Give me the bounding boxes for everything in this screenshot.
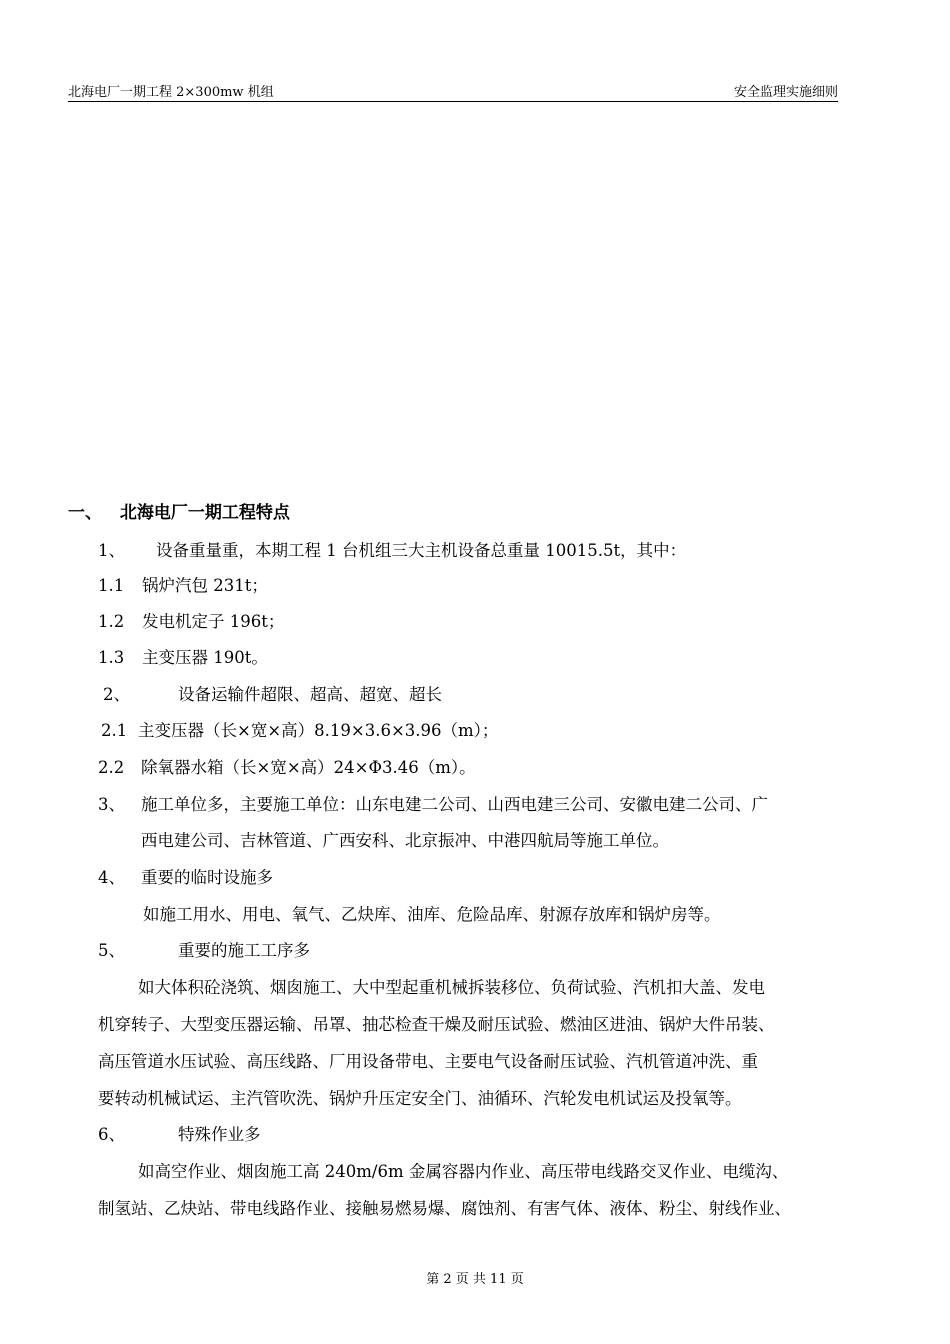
item-number: 2、 bbox=[103, 685, 130, 704]
page-footer: 第 2 页 共 11 页 bbox=[426, 1272, 524, 1287]
list-item-1-2 bbox=[98, 608, 284, 632]
item-number: 1、 bbox=[98, 541, 125, 560]
list-item-6 bbox=[98, 1121, 261, 1145]
list-item-1 bbox=[98, 537, 686, 561]
item-number: 2.2 bbox=[98, 758, 125, 777]
item-text: 设备运输件超限、超高、超宽、超长 bbox=[178, 685, 442, 704]
item-text: 施工单位多，主要施工单位：山东电建二公司、山西电建三公司、安徽电建二公司、广 bbox=[141, 795, 768, 814]
item-text: 重要的临时设施多 bbox=[141, 868, 273, 887]
list-item-3 bbox=[98, 791, 768, 815]
item-text: 特殊作业多 bbox=[178, 1125, 261, 1144]
item-number: 3、 bbox=[98, 795, 125, 814]
section-number: 一、 bbox=[68, 503, 102, 523]
item-number: 4、 bbox=[98, 868, 125, 887]
list-item-1-1 bbox=[98, 572, 268, 596]
header-document-title: 安全监理实施细则 bbox=[733, 85, 838, 100]
list-item-4 bbox=[98, 864, 273, 888]
item-number: 1.3 bbox=[98, 648, 125, 667]
item-number: 1.2 bbox=[98, 612, 125, 631]
para5-line-3: 高压管道水压试验、高压线路、厂用设备带电、主要电气设备耐压试验、汽机管道冲洗、重 bbox=[98, 1052, 758, 1071]
para6-line-1: 如高空作业、烟囱施工高 240m/6m 金属容器内作业、高压带电线路交叉作业、电缆沟、 bbox=[138, 1162, 789, 1181]
list-item-3-continuation: 西电建公司、吉林管道、广西安科、北京振冲、中港四航局等施工单位。 bbox=[141, 831, 669, 850]
item-number: 6、 bbox=[98, 1125, 125, 1144]
item-text: 设备重量重，本期工程 1 台机组三大主机设备总重量 10015.5t，其中： bbox=[156, 541, 687, 560]
section-title: 北海电厂一期工程特点 bbox=[119, 503, 290, 523]
item-text: 发电机定子 196t； bbox=[142, 612, 285, 631]
list-item-5 bbox=[98, 937, 310, 961]
list-item-1-3 bbox=[98, 644, 268, 668]
para5-line-2: 机穿转子、大型变压器运输、吊罩、抽芯检查干燥及耐压试验、燃油区进油、锅炉大件吊装、 bbox=[98, 1015, 775, 1034]
para6-line-2: 制氢站、乙炔站、带电线路作业、接触易燃易爆、腐蚀剂、有害气体、液体、粉尘、射线作业、 bbox=[98, 1199, 791, 1218]
section-heading bbox=[68, 498, 290, 523]
list-item-4-detail: 如施工用水、用电、氧气、乙炔库、油库、危险品库、射源存放库和锅炉房等。 bbox=[143, 905, 721, 924]
list-item-2-1 bbox=[101, 717, 498, 741]
item-text: 主变压器（长×宽×高）8.19×3.6×3.96（m）； bbox=[138, 721, 499, 740]
header-project-title: 北海电厂一期工程 2×300mw 机组 bbox=[68, 85, 274, 100]
item-number: 5、 bbox=[98, 941, 125, 960]
item-number: 2.1 bbox=[101, 721, 128, 740]
item-number: 1.1 bbox=[98, 576, 125, 595]
item-text: 主变压器 190t。 bbox=[142, 648, 268, 667]
para5-line-1: 如大体积砼浇筑、烟囱施工、大中型起重机械拆装移位、负荷试验、汽机扣大盖、发电 bbox=[138, 978, 765, 997]
page-header bbox=[68, 81, 838, 102]
item-text: 重要的施工工序多 bbox=[178, 941, 310, 960]
list-item-2 bbox=[103, 681, 442, 705]
item-text: 锅炉汽包 231t； bbox=[142, 576, 268, 595]
para5-line-4: 要转动机械试运、主汽管吹洗、锅炉升压定安全门、油循环、汽轮发电机试运及投氧等。 bbox=[98, 1089, 742, 1108]
list-item-2-2 bbox=[98, 754, 476, 778]
item-text: 除氧器水箱（长×宽×高）24×Φ3.46（m）。 bbox=[141, 758, 476, 777]
